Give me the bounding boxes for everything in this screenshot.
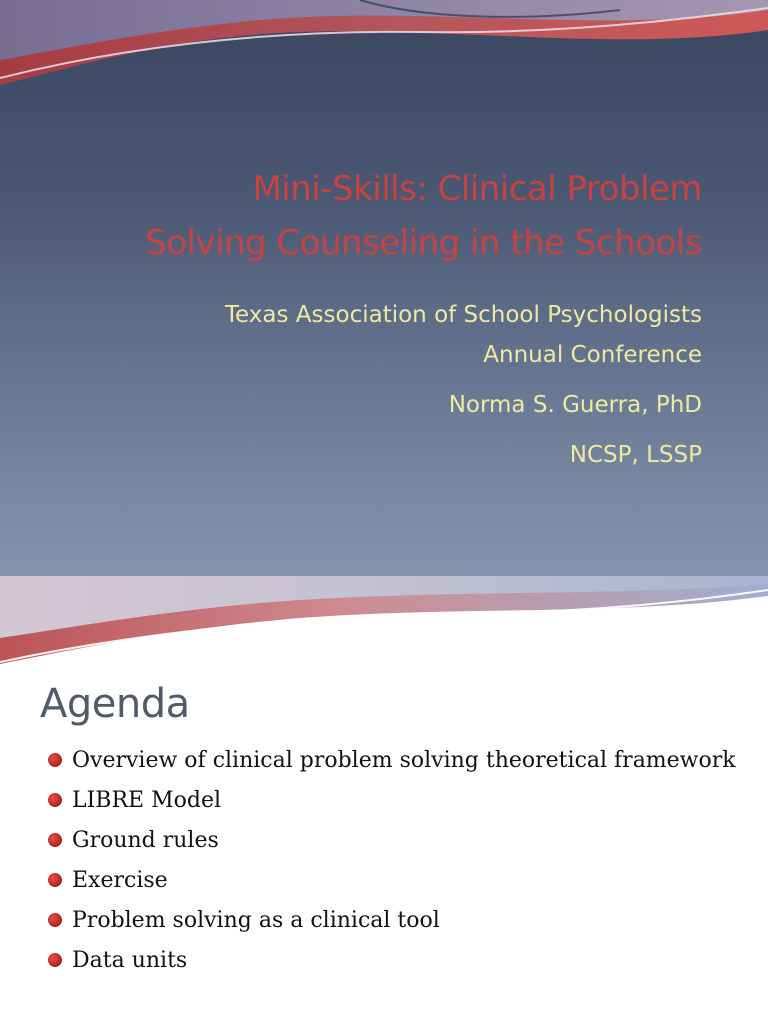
decorative-wave-banner <box>0 0 768 110</box>
list-item <box>44 864 744 897</box>
list-item-text: Data units <box>72 948 188 973</box>
subtitle-credentials: NCSP, LSSP <box>569 442 702 468</box>
list-item <box>44 824 744 857</box>
slide-title: Agenda <box>40 681 190 727</box>
list-item <box>44 784 744 817</box>
agenda-slide <box>0 576 768 1024</box>
list-item-text: Overview of clinical problem solving theoretical framework <box>72 748 736 773</box>
list-item-text: Ground rules <box>72 828 219 853</box>
list-item <box>44 744 744 777</box>
list-item <box>44 944 744 977</box>
red-circle-bullet-icon <box>48 833 62 847</box>
decorative-wave-banner <box>0 576 768 666</box>
red-circle-bullet-icon <box>48 953 62 967</box>
red-circle-bullet-icon <box>48 913 62 927</box>
list-item-text: Exercise <box>72 868 168 893</box>
list-item <box>44 904 744 937</box>
subtitle-event: Annual Conference <box>483 342 702 368</box>
subtitle-organization: Texas Association of School Psychologists <box>224 302 702 328</box>
agenda-list <box>44 744 744 984</box>
slide-title-line: Mini-Skills: Clinical Problem <box>252 169 702 209</box>
subtitle-author: Norma S. Guerra, PhD <box>448 392 702 418</box>
list-item-text: LIBRE Model <box>72 788 221 813</box>
slide-title <box>22 162 702 270</box>
red-circle-bullet-icon <box>48 873 62 887</box>
slide-title-line: Solving Counseling in the Schools <box>145 223 702 263</box>
list-item-text: Problem solving as a clinical tool <box>72 908 440 933</box>
red-circle-bullet-icon <box>48 793 62 807</box>
red-circle-bullet-icon <box>48 753 62 767</box>
